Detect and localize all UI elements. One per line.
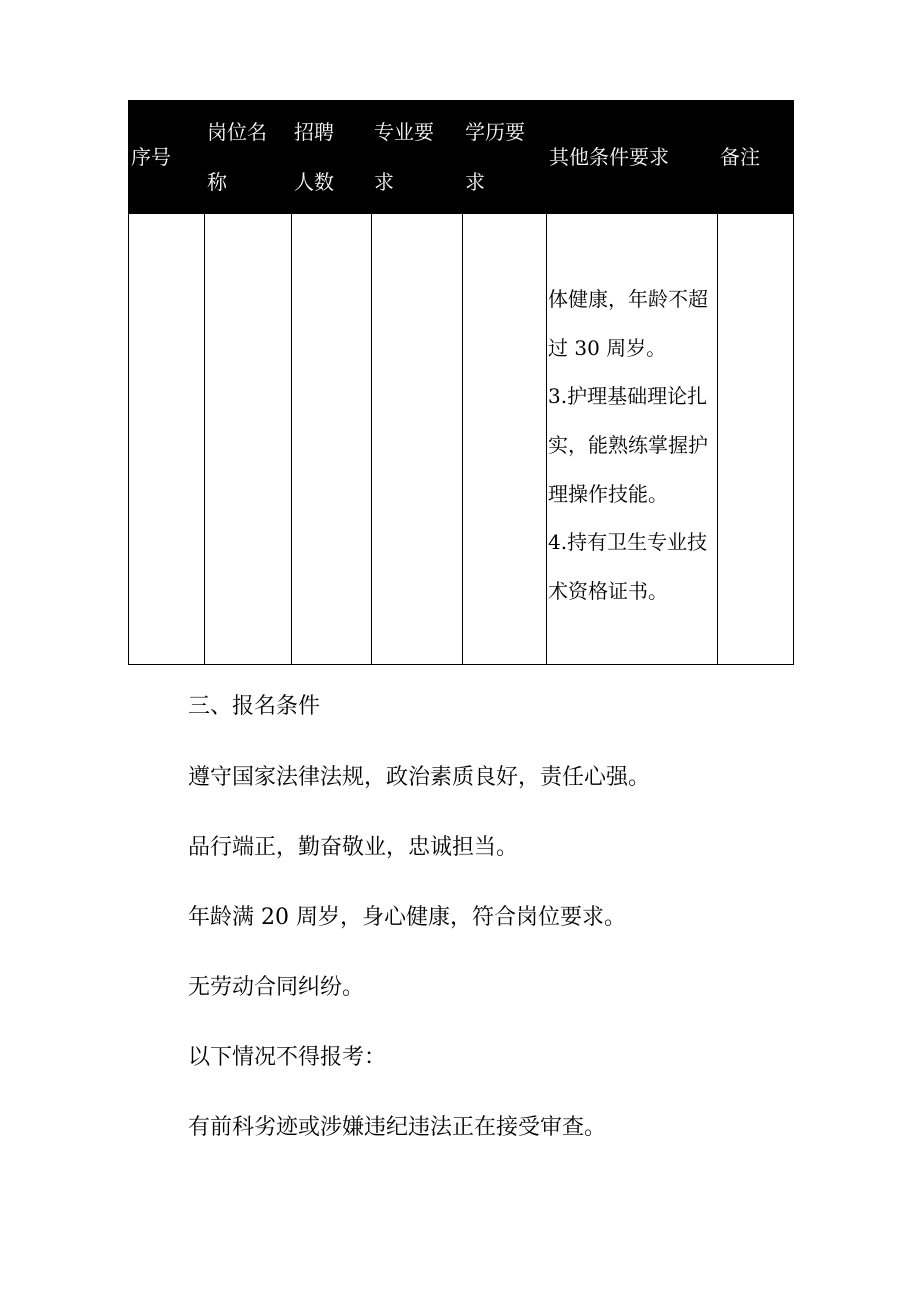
requirement-line: 理操作技能。 <box>548 481 668 506</box>
recruitment-table-container <box>128 100 793 664</box>
header-position-name: 岗位名 称 <box>205 101 292 214</box>
requirement-line: 4.持有卫生专业技 <box>548 530 708 555</box>
header-other-requirements: 其他条件要求 <box>547 101 718 214</box>
requirement-line: 术资格证书。 <box>548 579 668 604</box>
paragraph: 品行端正，勤奋敬业，忠诚担当。 <box>188 835 519 860</box>
paragraph: 无劳动合同纠纷。 <box>188 975 365 1000</box>
paragraph: 以下情况不得报考： <box>188 1045 387 1070</box>
cell-remarks <box>718 214 794 665</box>
table-row <box>129 214 794 665</box>
section-heading: 三、报名条件 <box>188 694 321 719</box>
requirement-line: 实，能熟练掌握护 <box>548 433 708 458</box>
cell-major-requirement <box>372 214 463 665</box>
header-remarks: 备注 <box>718 101 794 214</box>
paragraph: 年龄满 20 周岁，身心健康，符合岗位要求。 <box>188 905 626 930</box>
paragraph: 有前科劣迹或涉嫌违纪违法正在接受审查。 <box>188 1115 607 1140</box>
header-hiring-count: 招聘 人数 <box>292 101 372 214</box>
header-serial-number: 序号 <box>129 101 205 214</box>
recruitment-table <box>128 100 794 665</box>
cell-education-requirement <box>463 214 547 665</box>
header-education-requirement: 学历要 求 <box>463 101 547 214</box>
cell-other-requirements <box>547 214 718 665</box>
paragraph: 遵守国家法律法规，政治素质良好，责任心强。 <box>188 765 651 790</box>
cell-hiring-count <box>292 214 372 665</box>
cell-position-name <box>205 214 292 665</box>
requirement-line: 体健康，年龄不超 <box>548 287 708 311</box>
table-header-row <box>129 101 794 214</box>
requirement-line: 3.护理基础理论扎 <box>548 384 708 409</box>
header-major-requirement: 专业要 求 <box>372 101 463 214</box>
requirement-line: 过 30 周岁。 <box>548 335 667 360</box>
cell-serial-number <box>129 214 205 665</box>
